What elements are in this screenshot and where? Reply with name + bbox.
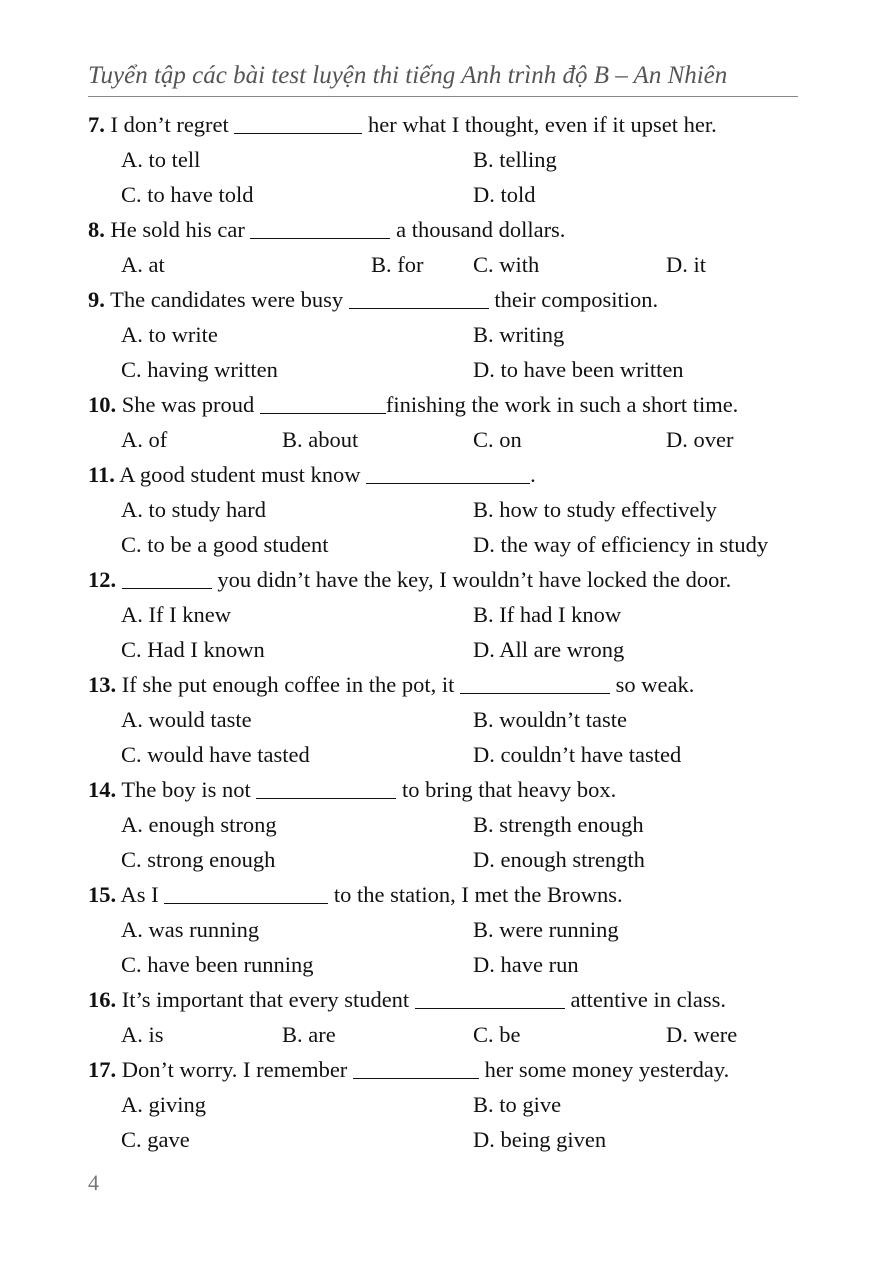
option-b[interactable]: B. If had I know [473, 602, 622, 627]
options-row [88, 422, 808, 457]
question-stem-start: He sold his car [110, 217, 245, 242]
question-list [88, 107, 808, 1157]
answer-blank [256, 776, 396, 799]
question-number: 11. [88, 462, 115, 487]
question-16 [88, 982, 808, 1017]
options-row [88, 702, 808, 737]
option-a[interactable]: A. to study hard [121, 497, 266, 522]
option-d[interactable]: D. have run [473, 952, 579, 977]
question-stem-end: to the station, I met the Browns. [333, 882, 623, 907]
option-d[interactable]: D. All are wrong [473, 637, 625, 662]
question-stem-end: finishing the work in such a short time. [385, 392, 739, 417]
question-11 [88, 457, 808, 492]
option-b[interactable]: B. to give [473, 1092, 562, 1117]
option-c[interactable]: C. would have tasted [121, 742, 310, 767]
question-stem-end: . [530, 462, 536, 487]
option-a[interactable]: A. at [121, 252, 165, 277]
option-b[interactable]: B. writing [473, 322, 565, 347]
option-b[interactable]: B. about [282, 427, 359, 452]
question-stem-start: As I [120, 882, 159, 907]
answer-blank [250, 216, 390, 239]
question-10 [88, 387, 808, 422]
question-stem-start: She was proud [121, 392, 255, 417]
options-row [88, 247, 808, 282]
option-c[interactable]: C. on [473, 427, 522, 452]
question-stem-start: The candidates were busy [110, 287, 344, 312]
option-d[interactable]: D. enough strength [473, 847, 645, 872]
answer-blank [234, 111, 362, 134]
question-number: 7. [88, 112, 105, 137]
question-7 [88, 107, 808, 142]
option-b[interactable]: B. were running [473, 917, 619, 942]
option-c[interactable]: C. strong enough [121, 847, 276, 872]
question-number: 9. [88, 287, 105, 312]
options-row [88, 1087, 808, 1122]
question-stem-start: Don’t worry. I remember [121, 1057, 348, 1082]
option-b[interactable]: B. telling [473, 147, 557, 172]
answer-blank [353, 1056, 479, 1079]
question-number: 12. [88, 567, 117, 592]
question-stem-end: a thousand dollars. [396, 217, 566, 242]
option-a[interactable]: A. to tell [121, 147, 201, 172]
question-stem-start: I don’t regret [110, 112, 229, 137]
option-d[interactable]: D. couldn’t have tasted [473, 742, 682, 767]
question-stem-end: her what I thought, even if it upset her. [368, 112, 717, 137]
option-c[interactable]: C. gave [121, 1127, 190, 1152]
options-row [88, 352, 808, 387]
option-b[interactable]: B. strength enough [473, 812, 644, 837]
options-row [88, 177, 808, 212]
question-stem-start: It’s important that every student [121, 987, 410, 1012]
option-a[interactable]: A. giving [121, 1092, 207, 1117]
question-14 [88, 772, 808, 807]
question-17 [88, 1052, 808, 1087]
option-c[interactable]: C. to have told [121, 182, 254, 207]
option-a[interactable]: A. to write [121, 322, 218, 347]
options-row [88, 492, 808, 527]
options-row [88, 1017, 808, 1052]
options-row [88, 142, 808, 177]
option-a[interactable]: A. would taste [121, 707, 252, 732]
question-stem-end: their composition. [494, 287, 659, 312]
question-number: 17. [88, 1057, 117, 1082]
option-b[interactable]: B. how to study effectively [473, 497, 717, 522]
answer-blank [366, 461, 530, 484]
options-row [88, 737, 808, 772]
options-row [88, 912, 808, 947]
question-stem-end: to bring that heavy box. [401, 777, 617, 802]
options-row [88, 632, 808, 667]
question-stem-end: you didn’t have the key, I wouldn’t have locked the door. [217, 567, 732, 592]
options-row [88, 947, 808, 982]
question-stem-start: A good student must know [119, 462, 361, 487]
running-header: Tuyển tập các bài test luyện thi tiếng Anh trình độ B – An Nhiên [88, 62, 728, 89]
question-number: 10. [88, 392, 117, 417]
option-d[interactable]: D. the way of efficiency in study [473, 532, 769, 557]
option-c[interactable]: C. to be a good student [121, 532, 329, 557]
option-c[interactable]: C. Had I known [121, 637, 265, 662]
option-d[interactable]: D. told [473, 182, 536, 207]
options-row [88, 807, 808, 842]
question-stem-start: If she put enough coffee in the pot, it [121, 672, 455, 697]
option-d[interactable]: D. to have been written [473, 357, 684, 382]
option-c[interactable]: C. having written [121, 357, 278, 382]
options-row [88, 317, 808, 352]
option-a[interactable]: A. enough strong [121, 812, 277, 837]
question-stem-end: her some money yesterday. [484, 1057, 730, 1082]
question-number: 16. [88, 987, 117, 1012]
options-row [88, 842, 808, 877]
question-13 [88, 667, 808, 702]
option-a[interactable]: A. of [121, 427, 168, 452]
question-stem-end: so weak. [615, 672, 695, 697]
option-b[interactable]: B. wouldn’t taste [473, 707, 627, 732]
option-d[interactable]: D. it [666, 252, 707, 277]
answer-blank [415, 986, 565, 1009]
question-8 [88, 212, 808, 247]
question-stem-start: The boy is not [121, 777, 251, 802]
question-number: 13. [88, 672, 117, 697]
question-number: 14. [88, 777, 117, 802]
question-12 [88, 562, 808, 597]
answer-blank [122, 566, 212, 589]
option-a[interactable]: A. is [121, 1022, 164, 1047]
question-9 [88, 282, 808, 317]
option-d[interactable]: D. over [666, 427, 734, 452]
options-row [88, 1122, 808, 1157]
answer-blank [260, 391, 386, 414]
options-row [88, 527, 808, 562]
option-d[interactable]: D. being given [473, 1127, 607, 1152]
option-a[interactable]: A. If I knew [121, 602, 231, 627]
option-d[interactable]: D. were [666, 1022, 738, 1047]
option-b[interactable]: B. are [282, 1022, 336, 1047]
page-number: 4 [88, 1170, 99, 1195]
options-row [88, 597, 808, 632]
option-c[interactable]: C. be [473, 1022, 521, 1047]
question-stem-end: attentive in class. [570, 987, 727, 1012]
question-number: 8. [88, 217, 105, 242]
header-rule [88, 96, 798, 97]
answer-blank [164, 881, 328, 904]
option-a[interactable]: A. was running [121, 917, 260, 942]
question-15 [88, 877, 808, 912]
answer-blank [349, 286, 489, 309]
option-c[interactable]: C. have been running [121, 952, 314, 977]
question-number: 15. [88, 882, 117, 907]
option-b[interactable]: B. for [371, 252, 424, 277]
option-c[interactable]: C. with [473, 252, 540, 277]
answer-blank [460, 671, 610, 694]
